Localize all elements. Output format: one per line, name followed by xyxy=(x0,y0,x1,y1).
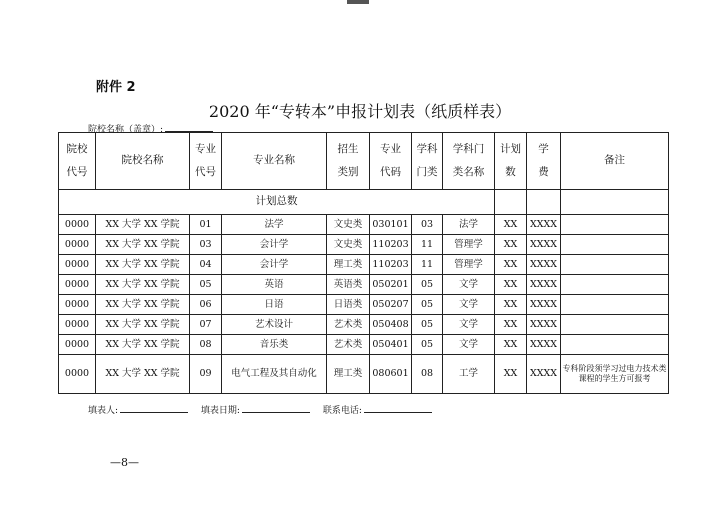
cell-major-code: 09 xyxy=(190,355,222,394)
cell-subject-code: 11 xyxy=(412,255,443,275)
cell-discipline-code: 050401 xyxy=(370,335,412,355)
cell-subject-code: 08 xyxy=(412,355,443,394)
total-label: 计划总数 xyxy=(59,190,495,215)
cell-plan: XX xyxy=(495,255,527,275)
cell-note xyxy=(561,295,669,315)
cell-subject-code: 05 xyxy=(412,295,443,315)
cell-subject-code: 11 xyxy=(412,235,443,255)
cell-tuition: XXXX xyxy=(527,355,561,394)
cell-discipline-code: 080601 xyxy=(370,355,412,394)
cell-note xyxy=(561,235,669,255)
cell-category: 艺术类 xyxy=(327,315,370,335)
cell-note xyxy=(561,335,669,355)
cell-major-code: 05 xyxy=(190,275,222,295)
cell-category: 日语类 xyxy=(327,295,370,315)
cell-plan: XX xyxy=(495,355,527,394)
filler-blank xyxy=(120,412,188,413)
cell-tuition: XXXX xyxy=(527,255,561,275)
cell-school-code: 0000 xyxy=(59,335,96,355)
cell-discipline-code: 110203 xyxy=(370,235,412,255)
footer xyxy=(88,403,442,416)
cell-discipline-code: 050207 xyxy=(370,295,412,315)
cell-major-code: 06 xyxy=(190,295,222,315)
cell-major-code: 01 xyxy=(190,215,222,235)
cell-school-name: XX 大学 XX 学院 xyxy=(96,315,190,335)
header-discipline-code: 专业 代码 xyxy=(370,133,412,190)
cell-major-code: 07 xyxy=(190,315,222,335)
cell-subject-name: 文学 xyxy=(443,275,495,295)
cell-school-code: 0000 xyxy=(59,215,96,235)
cell-category: 艺术类 xyxy=(327,335,370,355)
cell-school-code: 0000 xyxy=(59,275,96,295)
cell-discipline-code: 050408 xyxy=(370,315,412,335)
cell-major-code: 03 xyxy=(190,235,222,255)
cell-major-code: 08 xyxy=(190,335,222,355)
header-subject-name: 学科门 类名称 xyxy=(443,133,495,190)
cell-tuition: XXXX xyxy=(527,275,561,295)
cell-school-name: XX 大学 XX 学院 xyxy=(96,355,190,394)
cell-subject-name: 文学 xyxy=(443,335,495,355)
scan-mark xyxy=(347,0,369,4)
header-school-code: 院校 代号 xyxy=(59,133,96,190)
cell-category: 理工类 xyxy=(327,355,370,394)
cell-school-code: 0000 xyxy=(59,355,96,394)
page-number: —8— xyxy=(110,456,139,469)
cell-tuition: XXXX xyxy=(527,335,561,355)
cell-major-name: 英语 xyxy=(222,275,327,295)
phone-blank xyxy=(364,412,432,413)
cell-tuition: XXXX xyxy=(527,235,561,255)
table-header-row xyxy=(59,133,669,190)
header-plan: 计划 数 xyxy=(495,133,527,190)
cell-school-code: 0000 xyxy=(59,315,96,335)
cell-subject-name: 管理学 xyxy=(443,255,495,275)
cell-category: 理工类 xyxy=(327,255,370,275)
cell-school-name: XX 大学 XX 学院 xyxy=(96,215,190,235)
phone-label: 联系电话: xyxy=(322,406,362,416)
cell-major-name: 法学 xyxy=(222,215,327,235)
cell-subject-code: 03 xyxy=(412,215,443,235)
cell-school-code: 0000 xyxy=(59,235,96,255)
cell-subject-code: 05 xyxy=(412,335,443,355)
cell-discipline-code: 110203 xyxy=(370,255,412,275)
cell-plan: XX xyxy=(495,275,527,295)
cell-note xyxy=(561,215,669,235)
date-label: 填表日期: xyxy=(200,406,240,416)
cell-discipline-code: 050201 xyxy=(370,275,412,295)
cell-subject-code: 05 xyxy=(412,315,443,335)
filler-label: 填表人: xyxy=(88,406,119,416)
cell-school-name: XX 大学 XX 学院 xyxy=(96,255,190,275)
total-tuition-cell xyxy=(527,190,561,215)
cell-plan: XX xyxy=(495,335,527,355)
header-tuition: 学 费 xyxy=(527,133,561,190)
cell-school-name: XX 大学 XX 学院 xyxy=(96,235,190,255)
cell-subject-name: 管理学 xyxy=(443,235,495,255)
table-row xyxy=(59,255,669,275)
cell-tuition: XXXX xyxy=(527,215,561,235)
cell-tuition: XXXX xyxy=(527,295,561,315)
cell-plan: XX xyxy=(495,295,527,315)
header-note: 备注 xyxy=(561,133,669,190)
table-row xyxy=(59,275,669,295)
cell-major-name: 日语 xyxy=(222,295,327,315)
cell-school-code: 0000 xyxy=(59,295,96,315)
table-row xyxy=(59,295,669,315)
table-row xyxy=(59,335,669,355)
cell-category: 文史类 xyxy=(327,235,370,255)
table-row xyxy=(59,215,669,235)
cell-note: 专科阶段须学习过电力技术类课程的学生方可报考 xyxy=(561,355,669,394)
header-school-name: 院校名称 xyxy=(96,133,190,190)
cell-note xyxy=(561,315,669,335)
cell-subject-name: 文学 xyxy=(443,295,495,315)
cell-plan: XX xyxy=(495,215,527,235)
plan-table xyxy=(58,132,669,394)
cell-major-name: 电气工程及其自动化 xyxy=(222,355,327,394)
cell-school-name: XX 大学 XX 学院 xyxy=(96,275,190,295)
attachment-label: 附件 2 xyxy=(96,80,136,95)
header-subject-code: 学科 门类 xyxy=(412,133,443,190)
school-name-label: 院校名称（盖章）: xyxy=(88,125,164,135)
cell-subject-name: 工学 xyxy=(443,355,495,394)
cell-major-name: 会计学 xyxy=(222,235,327,255)
total-note-cell xyxy=(561,190,669,215)
cell-note xyxy=(561,255,669,275)
cell-discipline-code: 030101 xyxy=(370,215,412,235)
cell-plan: XX xyxy=(495,235,527,255)
cell-major-name: 会计学 xyxy=(222,255,327,275)
table-row xyxy=(59,315,669,335)
cell-tuition: XXXX xyxy=(527,315,561,335)
cell-school-name: XX 大学 XX 学院 xyxy=(96,335,190,355)
header-major-code: 专业 代号 xyxy=(190,133,222,190)
cell-subject-name: 文学 xyxy=(443,315,495,335)
total-row xyxy=(59,190,669,215)
cell-plan: XX xyxy=(495,315,527,335)
header-major-name: 专业名称 xyxy=(222,133,327,190)
cell-category: 英语类 xyxy=(327,275,370,295)
cell-school-name: XX 大学 XX 学院 xyxy=(96,295,190,315)
cell-note xyxy=(561,275,669,295)
cell-major-name: 音乐类 xyxy=(222,335,327,355)
total-plan-cell xyxy=(495,190,527,215)
date-blank xyxy=(242,412,310,413)
header-category: 招生 类别 xyxy=(327,133,370,190)
table-row xyxy=(59,235,669,255)
cell-category: 文史类 xyxy=(327,215,370,235)
table-row xyxy=(59,355,669,394)
page-title: 2020 年“专转本”申报计划表（纸质样表） xyxy=(208,102,512,121)
cell-school-code: 0000 xyxy=(59,255,96,275)
cell-subject-name: 法学 xyxy=(443,215,495,235)
cell-subject-code: 05 xyxy=(412,275,443,295)
cell-major-code: 04 xyxy=(190,255,222,275)
cell-major-name: 艺术设计 xyxy=(222,315,327,335)
